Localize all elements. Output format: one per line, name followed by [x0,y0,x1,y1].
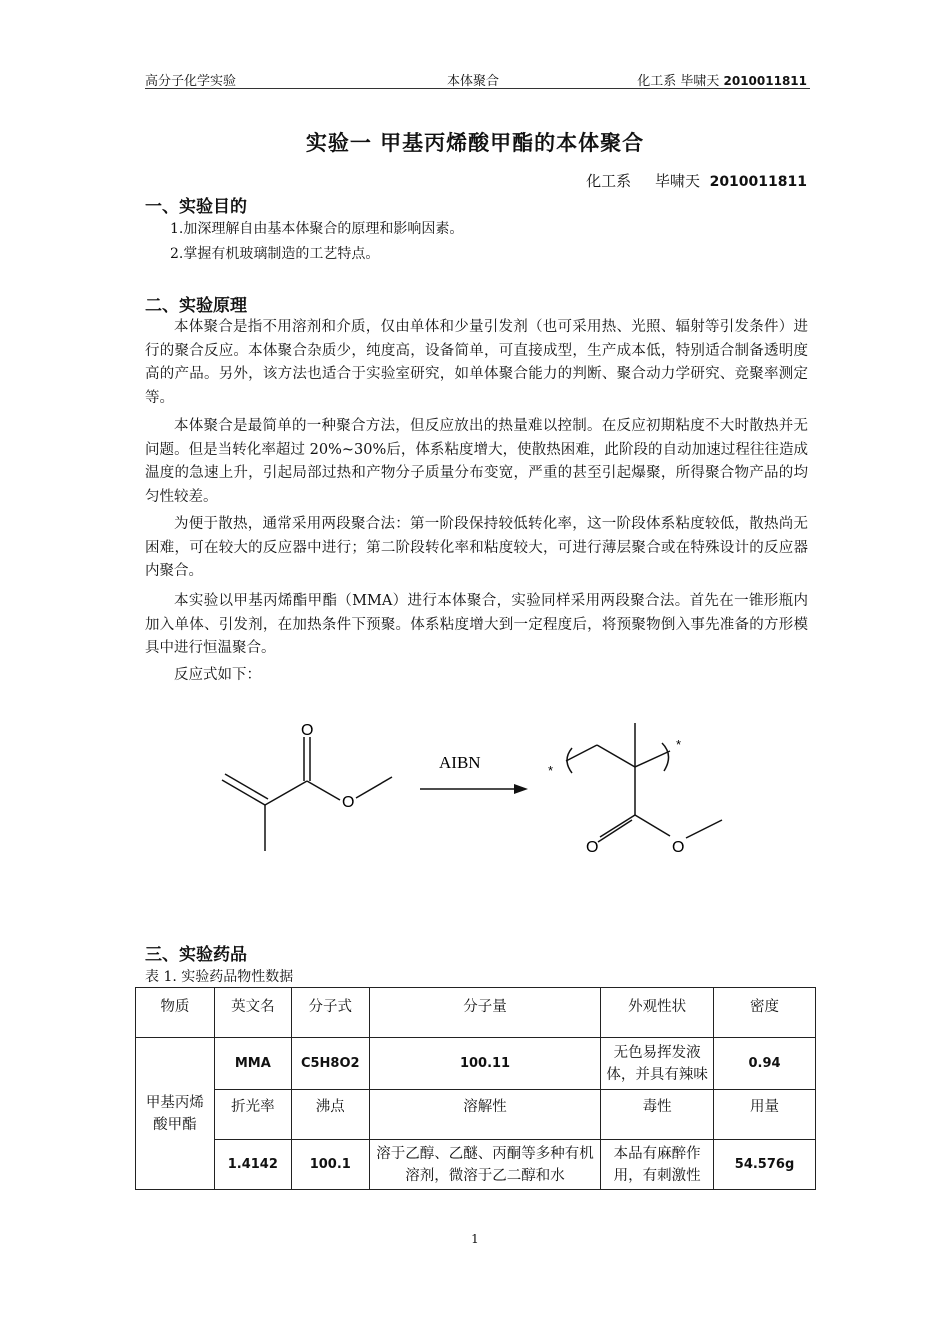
chain-end-star-left: * [548,763,554,778]
pmma-polymer-structure [566,723,722,842]
backbone-bond-3 [635,751,670,767]
atom-o-carbonyl-2: O [586,839,599,856]
table-cell: 溶于乙醇、乙醚、丙酮等多种有机溶剂，微溶于乙二醇和水 [369,1140,601,1190]
page-title: 实验一 甲基丙烯酸甲酯的本体聚合 [305,131,645,155]
header-left: 高分子化学实验 [145,74,237,89]
reaction-scheme [200,705,740,875]
header-cell: 分子式 [291,988,369,1038]
atom-o-ester-1: O [342,794,355,811]
ester-bond [307,781,340,800]
header-cell: 沸点 [291,1090,369,1140]
table-cell: 54.576g [714,1140,816,1190]
principle-paragraph-1: 本体聚合是指不用溶剂和介质，仅由单体和少量引发剂（也可采用热、光照、辐射等引发条件）进行的聚合反应。本体聚合杂质少，纯度高，设备简单，可直接成型，生产成本低，特别适合制备透明度高的产品。另外，该方法也适合于实验室研究，如单体聚合能力的判断、聚合动力学研究、竞聚率测定等。 [145,319,808,406]
reaction-arrow [420,784,528,794]
purpose-item-1: 1.加深理解自由基本体聚合的原理和影响因素。 [170,221,464,237]
right-bracket [662,743,669,771]
table-cell: 100.11 [369,1038,601,1090]
vinyl-double-bond [225,774,268,799]
author-line [586,170,807,191]
header-cell: 英文名 [214,988,291,1038]
section-principle-heading: 二、实验原理 [145,296,247,316]
chain-end-star-right: * [676,737,682,752]
header-cell: 外观性状 [601,988,714,1038]
header-student-id: 2010011811 [723,74,807,88]
reagent-label: AIBN [439,753,481,772]
table-row [136,1038,816,1090]
properties-table [135,987,816,1190]
table-header-row-2 [136,1090,816,1140]
table-cell: 无色易挥发液体，并具有辣味 [601,1038,714,1090]
header-cell: 分子量 [369,988,601,1038]
header-cell: 物质 [136,988,215,1038]
page-number: 1 [471,1232,479,1246]
ester-o-bond [635,815,670,836]
author-name: 毕啸天 [655,172,701,190]
header-cell: 用量 [714,1090,816,1140]
header-center: 本体聚合 [447,74,500,89]
principle-paragraph-2: 本体聚合是最简单的一种聚合方法，但反应放出的热量难以控制。在反应初期粘度不大时散热并无问题。但是当转化率超过 20%~30%后，体系粘度增大，使散热困难，此阶段的自动加速过程往往造成温度的急速上升，引起局部过热和产物分子质量分布变宽，严重的甚至引起爆聚，所得聚合物产品的均匀性较差。 [145,418,808,505]
table-cell: 0.94 [714,1038,816,1090]
table-cell: C5H8O2 [291,1038,369,1090]
carbonyl-bond-a [600,815,635,837]
vinyl-bond [222,780,265,805]
header-cell: 折光率 [214,1090,291,1140]
purpose-item-2: 2.掌握有机玻璃制造的工艺特点。 [170,246,380,262]
header-cell: 溶解性 [369,1090,601,1140]
section-purpose-heading: 一、实验目的 [145,197,247,217]
section-reagents-heading: 三、实验药品 [145,945,247,965]
backbone-bond-1 [566,745,597,761]
table-row [136,1140,816,1190]
methoxy-bond-2 [686,820,722,838]
atom-o-ester-2: O [672,839,685,856]
backbone-bond-2 [597,745,635,767]
table-cell: 1.4142 [214,1140,291,1190]
atom-o-carbonyl-1: O [301,722,314,739]
header-cell: 密度 [714,988,816,1038]
table-caption: 表 1. 实验药品物性数据 [145,969,294,985]
header-dept-name: 化工系 毕啸天 [637,74,720,89]
principle-paragraph-5: 反应式如下： [174,667,261,683]
header-rule [145,88,810,89]
table-cell: 本品有麻醉作用，有刺激性 [601,1140,714,1190]
mma-monomer-structure [222,737,392,851]
principle-paragraph-3: 为便于散热，通常采用两段聚合法：第一阶段保持较低转化率，这一阶段体系粘度较低，散热尚无困难，可在较大的反应器中进行；第二阶段转化率和粘度较大，可进行薄层聚合或在特殊设计的反应器内聚合。 [145,516,808,579]
author-dept: 化工系 [586,172,632,190]
header-right [637,70,807,89]
author-id: 2010011811 [709,174,807,190]
table-cell: MMA [214,1038,291,1090]
methoxy-bond [356,777,392,798]
carbonyl-bond-b [598,820,632,842]
table-header-row [136,988,816,1038]
substance-cell: 甲基丙烯酸甲酯 [136,1038,215,1190]
header-cell: 毒性 [601,1090,714,1140]
table-cell: 100.1 [291,1140,369,1190]
carbonyl-carbon-bond [265,781,307,805]
principle-paragraph-4: 本实验以甲基丙烯酯甲酯（MMA）进行本体聚合，实验同样采用两段聚合法。首先在一锥形瓶内加入单体、引发剂，在加热条件下预聚。体系粘度增大到一定程度后，将预聚物倒入事先准备的方形模具中进行恒温聚合。 [145,593,808,656]
